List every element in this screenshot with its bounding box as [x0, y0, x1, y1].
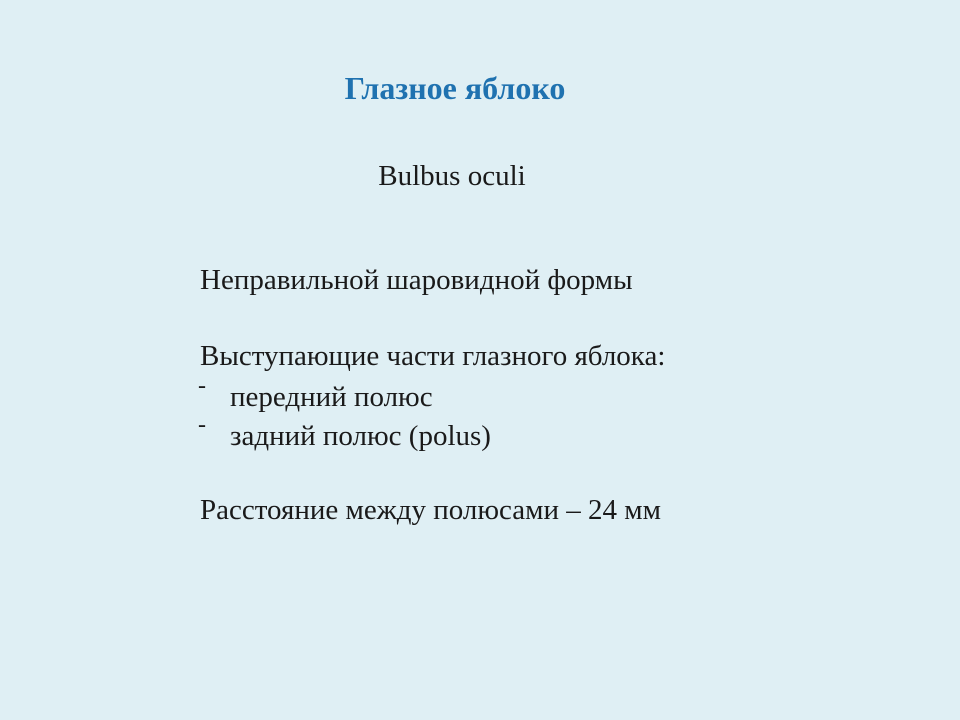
slide-title: Глазное яблоко [344, 70, 566, 106]
bullet-marker: - [198, 373, 206, 399]
bullet-marker: - [198, 412, 206, 438]
pole-distance: Расстояние между полюсами – 24 мм [200, 494, 661, 526]
bullet-text: передний полюс [230, 381, 433, 413]
parts-heading: Выступающие части глазного яблока: [200, 340, 666, 372]
slide-subtitle: Bulbus oculi [378, 160, 526, 192]
bullet-text: задний полюс (polus) [230, 420, 491, 452]
shape-description: Неправильной шаровидной формы [200, 264, 633, 296]
